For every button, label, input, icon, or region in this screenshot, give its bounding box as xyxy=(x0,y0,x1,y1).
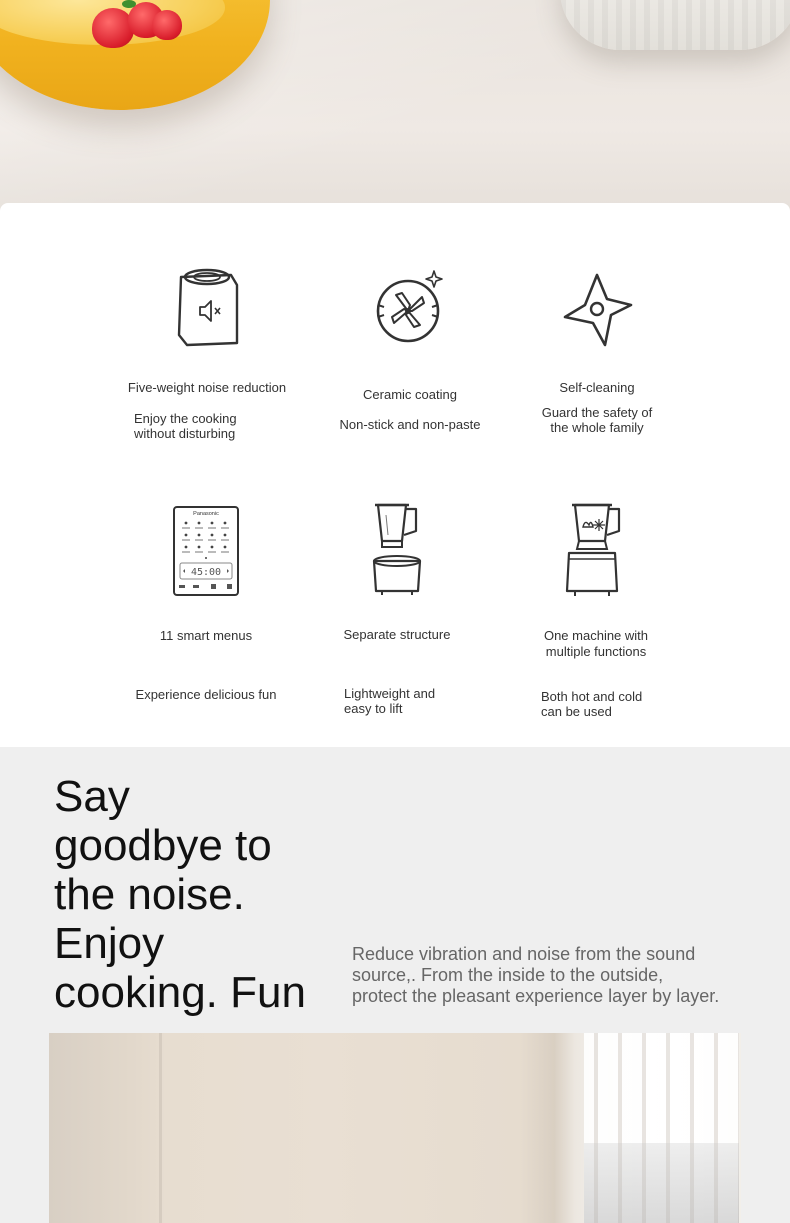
ceramic-blade-icon xyxy=(370,267,450,351)
noise-reduction-icon xyxy=(167,265,247,351)
control-panel-icon xyxy=(171,505,241,597)
ceramic-cup xyxy=(560,0,790,50)
svg-text:45:00: 45:00 xyxy=(190,567,222,578)
noise-headline: Say goodbye to the noise. Enjoy cooking. Fun xyxy=(54,772,306,1017)
noise-subtext: Reduce vibration and noise from the sound source,. From the inside to the outside, protect the pleasant experience layer by layer. xyxy=(352,944,720,1006)
cup-ribs xyxy=(560,0,790,50)
window-view xyxy=(584,1143,739,1223)
feature-desc: Guard the safety of the whole family xyxy=(541,405,653,435)
blender-icon xyxy=(561,501,631,599)
kitchen-photo xyxy=(49,1033,741,1223)
feature-title: One machine with multiple functions xyxy=(543,628,649,659)
feature-desc: Both hot and cold can be used xyxy=(541,689,643,719)
feature-desc: Enjoy the cooking without disturbing xyxy=(134,411,237,441)
feature-title: Ceramic coating xyxy=(363,387,457,402)
leaf xyxy=(122,0,136,8)
feature-desc: Experience delicious fun xyxy=(135,687,277,702)
feature-separate-structure xyxy=(297,501,497,716)
features-panel xyxy=(0,203,790,747)
feature-title: Five-weight noise reduction xyxy=(127,380,287,395)
photo-shadow xyxy=(159,1033,162,1223)
self-cleaning-icon xyxy=(557,271,637,351)
svg-text:Panasonic: Panasonic xyxy=(193,511,219,517)
feature-desc: Non-stick and non-paste xyxy=(339,417,481,432)
strawberry xyxy=(92,8,134,48)
feature-ceramic-coating xyxy=(310,267,510,432)
feature-desc: Lightweight and easy to lift xyxy=(344,686,436,716)
hero-image xyxy=(0,0,790,215)
feature-title: Separate structure xyxy=(343,627,451,642)
feature-title: Self-cleaning xyxy=(559,380,635,395)
separate-structure-icon xyxy=(362,501,432,597)
strawberry xyxy=(152,10,182,40)
feature-title: 11 smart menus xyxy=(159,628,253,643)
feature-self-cleaning xyxy=(497,271,697,435)
feature-multi-function xyxy=(496,501,696,719)
feature-noise-reduction xyxy=(107,265,307,441)
feature-smart-menus xyxy=(106,505,306,702)
noise-section xyxy=(0,747,790,1223)
